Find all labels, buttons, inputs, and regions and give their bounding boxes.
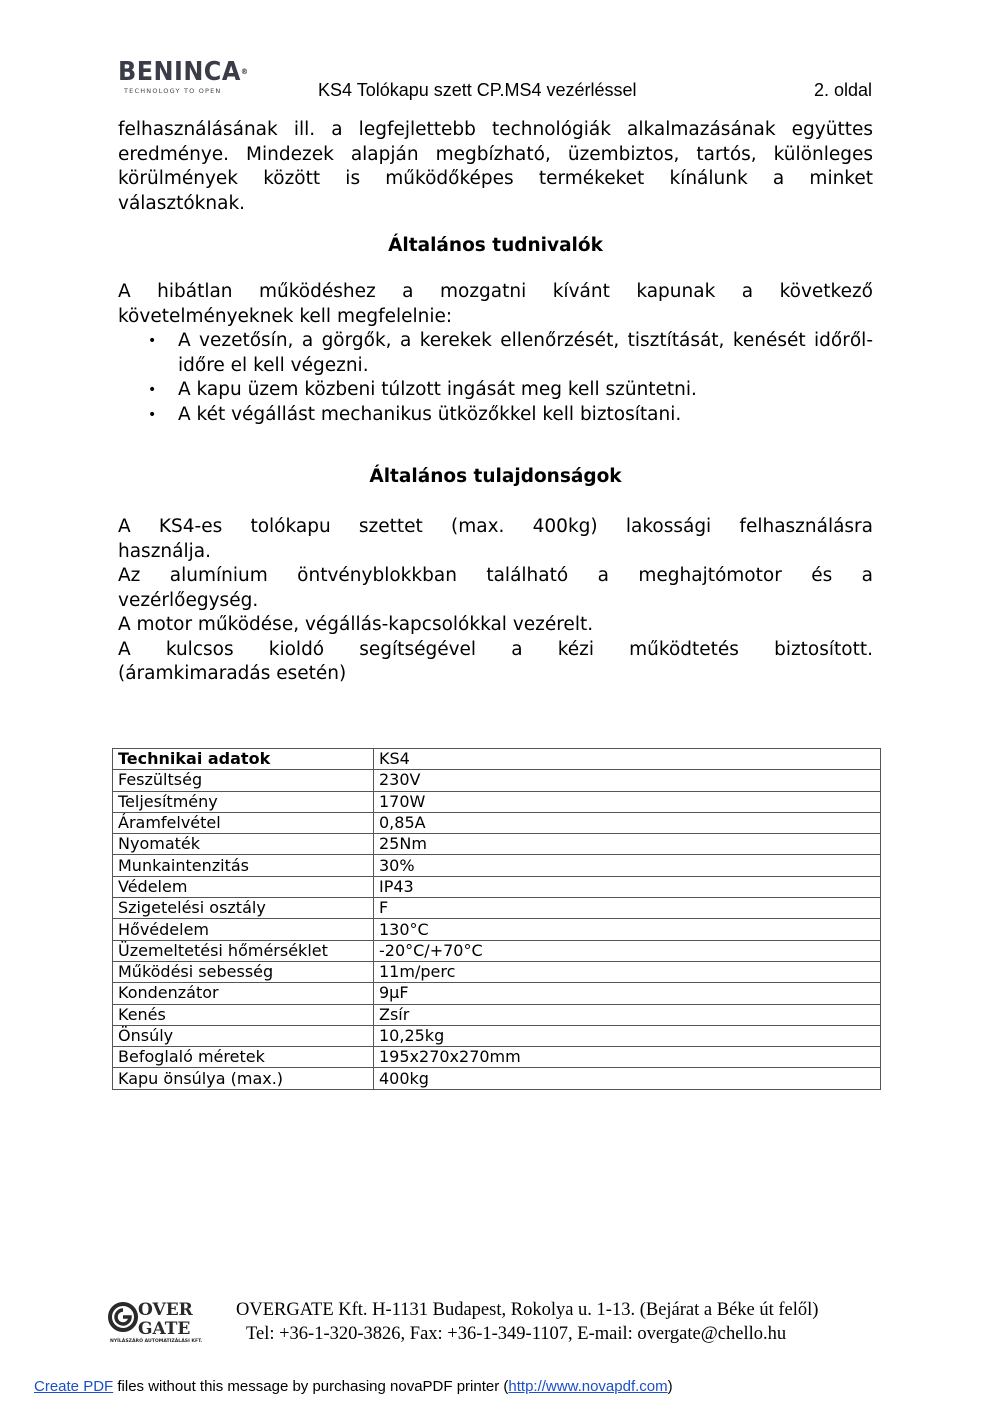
table-header-cell: Technikai adatok [113,749,374,770]
footer-text-end: ) [667,1378,673,1395]
beninca-logo-text: BENINCA® [118,57,249,87]
properties-line: A motor működése, végállás-kapcsolókkal vezérelt. [118,614,594,635]
spec-label-cell: Teljesítmény [113,791,374,812]
technical-data-table [112,748,881,1090]
table-row [113,876,881,897]
intro-line: választóknak. [118,192,246,214]
spec-value-cell: -20°C/+70°C [374,940,881,961]
spec-label-cell: Nyomaték [113,834,374,855]
spec-value-cell: 400kg [374,1068,881,1089]
spec-value-cell: 11m/perc [374,961,881,982]
table-row [113,1025,881,1046]
properties-line: A KS4-es tolókapu szettet (max. 400kg) lakossági felhasználásra [118,516,873,537]
section-heading-properties: Általános tulajdonságok [369,466,622,487]
spec-label-cell: Hővédelem [113,919,374,940]
footer-text: files without this message by purchasing novaPDF printer ( [113,1378,509,1395]
spec-value-cell: 30% [374,855,881,876]
table-row [113,812,881,833]
create-pdf-link[interactable]: Create PDF [34,1378,114,1395]
spec-value-cell: 10,25kg [374,1025,881,1046]
overgate-logo-top: OVER [138,1300,193,1320]
spec-value-cell: F [374,898,881,919]
document-title: KS4 Tolókapu szett CP.MS4 vezérléssel [318,80,637,100]
table-row [113,919,881,940]
lead-line: követelményeknek kell megfelelnie: [118,305,453,327]
table-row [113,1004,881,1025]
properties-line: A kulcsos kioldó segítségével a kézi működtetés biztosított. [118,638,873,660]
spec-label-cell: Kondenzátor [113,983,374,1004]
beninca-logo [118,58,248,100]
properties-line: (áramkimaradás esetén) [118,663,347,684]
spec-label-cell: Befoglaló méretek [113,1047,374,1068]
spec-label-cell: Kenés [113,1004,374,1025]
properties-line: használja. [118,540,211,562]
table-row [113,940,881,961]
bullet-icon: • [148,406,157,423]
table-row [113,1047,881,1068]
spec-value-cell: Zsír [374,1004,881,1025]
spec-label-cell: Védelem [113,876,374,897]
table-row [113,834,881,855]
spec-label-cell: Önsúly [113,1025,374,1046]
company-phone-email: Tel: +36-1-320-3826, Fax: +36-1-349-1107, E-mail: overgate@chello.hu [246,1324,787,1344]
properties-text [118,515,873,687]
table-header-row [113,749,881,770]
overgate-logo [108,1298,218,1344]
spec-value-cell: 130°C [374,919,881,940]
spec-label-cell: Feszültség [113,770,374,791]
intro-line: körülmények között is működőképes termékeket kínálunk a minket [118,168,873,189]
table-header-cell: KS4 [374,749,881,770]
table-row [113,983,881,1004]
novapdf-link[interactable]: http://www.novapdf.com [508,1378,668,1395]
spec-value-cell: 0,85A [374,812,881,833]
spec-value-cell: IP43 [374,876,881,897]
spec-value-cell: 25Nm [374,834,881,855]
spec-label-cell: Üzemeltetési hőmérséklet [113,940,374,961]
list-item: • A vezetősín, a görgők, a kerekek ellenőrzését, tisztítását, kenését időről-időre el kell végezni. [148,330,873,376]
table-row [113,1068,881,1089]
spec-label-cell: Kapu önsúlya (max.) [113,1068,374,1089]
spec-label-cell: Munkaintenzitás [113,855,374,876]
table-row [113,770,881,791]
spec-value-cell: 230V [374,770,881,791]
table-row [113,961,881,982]
overgate-logo-subtitle: NYÍLÁSZÁRÓ AUTOMATIZÁLÁSI KFT. [110,1339,203,1344]
table-row [113,855,881,876]
intro-paragraph [118,118,873,216]
list-item: • A kapu üzem közbeni túlzott ingását meg kell szüntetni. [118,378,873,403]
overgate-logo-bottom: GATE [138,1319,191,1339]
properties-line: Az alumínium öntvényblokkban található a meghajtómotor és a [118,565,873,586]
pdf-watermark-footer [34,1378,673,1395]
bullet-icon: • [148,382,157,398]
properties-line: vezérlőegység. [118,589,259,611]
requirements-list [118,329,873,427]
section-heading-general-info: Általános tudnivalók [388,235,603,256]
spec-value-cell: 170W [374,791,881,812]
intro-line: eredménye. Mindezek alapján megbízható, üzembiztos, tartós, különleges [118,143,873,165]
lead-line: A hibátlan működéshez a mozgatni kívánt kapunak a következő [118,281,873,302]
spec-label-cell: Szigetelési osztály [113,898,374,919]
company-contact [236,1298,818,1346]
bullet-icon: • [148,333,157,349]
table-row [113,898,881,919]
spec-label-cell: Működési sebesség [113,961,374,982]
intro-line: felhasználásának ill. a legfejlettebb technológiák alkalmazásának együttes [118,119,873,140]
company-address: OVERGATE Kft. H-1131 Budapest, Rokolya u. 1-13. (Bejárat a Béke út felől) [236,1300,819,1320]
table-row [113,791,881,812]
spec-value-cell: 9μF [374,983,881,1004]
general-info-text [118,280,873,427]
beninca-logo-tagline: TECHNOLOGY TO OPEN [124,87,222,95]
page-number: 2. oldal [813,80,872,100]
spec-label-cell: Áramfelvétel [113,812,374,833]
list-item: • A két végállást mechanikus ütközőkkel kell biztosítani. [118,403,873,428]
spec-value-cell: 195x270x270mm [374,1047,881,1068]
